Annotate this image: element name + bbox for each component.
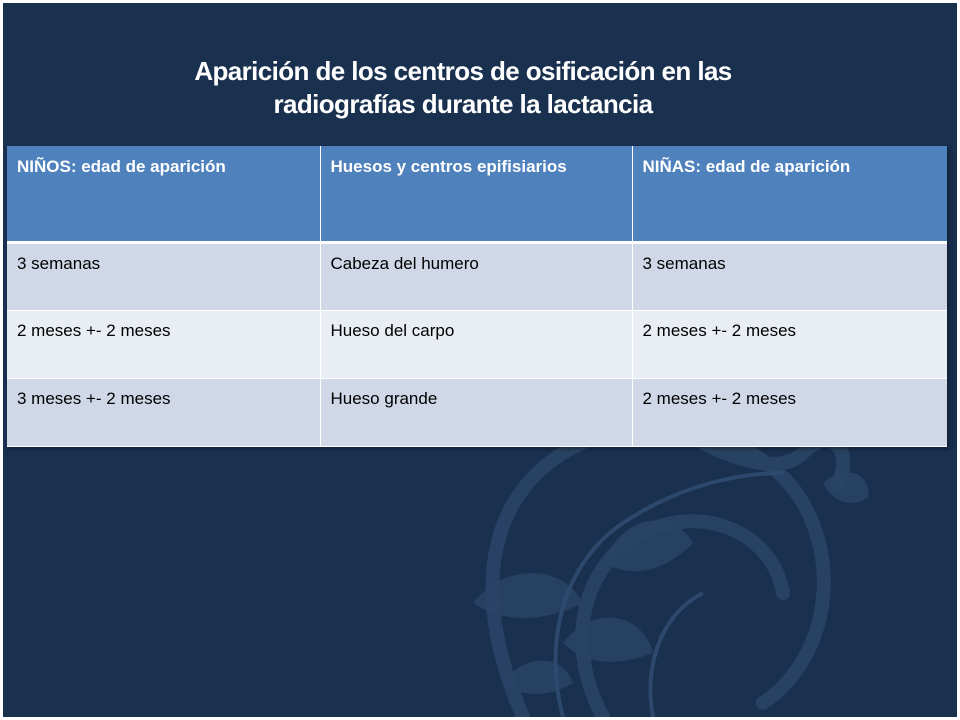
header-cell-ninos: NIÑOS: edad de aparición xyxy=(7,146,320,242)
table-row xyxy=(7,242,947,310)
table-header-row xyxy=(7,146,947,242)
table-row xyxy=(7,378,947,446)
table-cell-hueso: Cabeza del humero xyxy=(320,242,632,310)
table-cell-hueso: Hueso grande xyxy=(320,378,632,446)
slide-title-line-1: Aparición de los centros de osificación en las xyxy=(194,56,732,86)
slide-title-line-2: radiografías durante la lactancia xyxy=(273,89,653,119)
table-cell-ninas: 3 semanas xyxy=(632,242,947,310)
header-cell-huesos: Huesos y centros epifisiarios xyxy=(320,146,632,242)
slide-title xyxy=(163,55,763,121)
table-cell-ninos: 3 semanas xyxy=(7,242,320,310)
table-cell-ninos: 3 meses +- 2 meses xyxy=(7,378,320,446)
table-cell-ninas: 2 meses +- 2 meses xyxy=(632,310,947,378)
slide xyxy=(3,3,957,717)
header-cell-ninas: NIÑAS: edad de aparición xyxy=(632,146,947,242)
table-cell-ninas: 2 meses +- 2 meses xyxy=(632,378,947,446)
ossification-table xyxy=(7,146,947,447)
table-row xyxy=(7,310,947,378)
table-cell-hueso: Hueso del carpo xyxy=(320,310,632,378)
table-cell-ninos: 2 meses +- 2 meses xyxy=(7,310,320,378)
